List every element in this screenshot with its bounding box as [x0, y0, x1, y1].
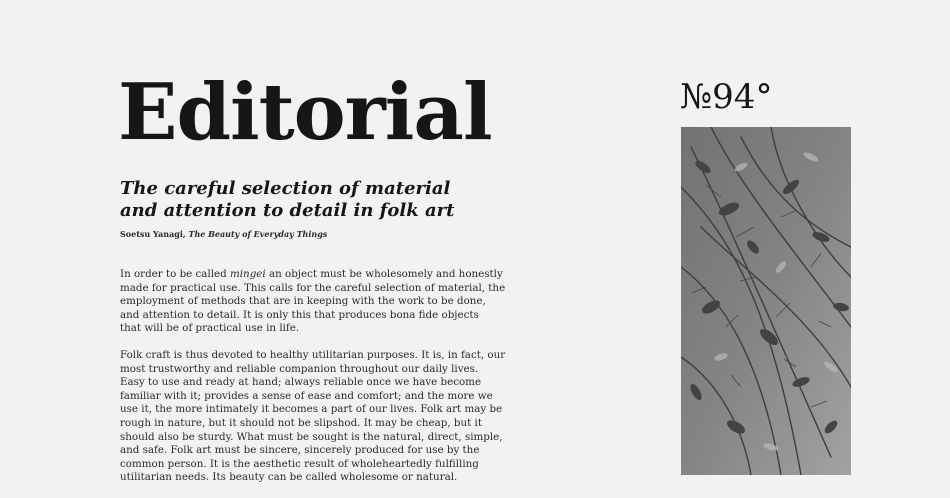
headline-line-2: and attention to detail in folk art	[120, 200, 455, 221]
paragraph-1-line-2: made for practical use. This calls for the careful selection of material, the	[120, 281, 506, 294]
headline	[120, 178, 520, 222]
body-text-fragment: an object must be wholesomely and honestly	[265, 268, 503, 280]
paragraph-1	[120, 268, 506, 336]
issue-number: №94°	[680, 77, 773, 117]
paragraph-2-line-7: should also be sturdy. What must be sought is the natural, direct, simple,	[120, 430, 503, 443]
paragraph-2-line-3: Easy to use and ready at hand; always reliable once we have become	[120, 376, 482, 389]
paragraph-2-line-6: rough in nature, but it should not be slipshod. It may be cheap, but it	[120, 416, 482, 429]
paragraph-1-line-1	[120, 268, 503, 282]
dried-flowers-illustration	[681, 127, 851, 475]
paragraph-2-line-2: most trustworthy and reliable companion throughout our daily lives.	[120, 362, 479, 375]
attribution-work-title: The Beauty of Everyday Things	[188, 229, 328, 239]
paragraph-2-line-4: familiar with it; provides a sense of ease and comfort; and the more we	[120, 389, 493, 402]
dried-flowers-photo	[681, 127, 851, 475]
headline-line-1: The careful selection of material	[120, 178, 451, 199]
paragraph-2-line-8: and safe. Folk art must be sincere, sincerely produced for use by the	[120, 444, 480, 457]
paragraph-2-line-5: use it, the more intimately it becomes a part of our lives. Folk art may be	[120, 403, 503, 416]
attribution-author: Soetsu Yanagi,	[120, 229, 189, 239]
body-text-fragment: In order to be called	[120, 268, 230, 280]
masthead-title: Editorial	[118, 67, 492, 158]
paragraph-1-line-5: that will be of practical use in life.	[120, 322, 300, 335]
paragraph-2	[120, 348, 506, 485]
attribution	[120, 229, 327, 239]
paragraph-2-line-10: utilitarian needs. Its beauty can be called wholesome or natural.	[120, 471, 458, 484]
paragraph-2-line-1: Folk craft is thus devoted to healthy utilitarian purposes. It is, in fact, our	[120, 348, 506, 361]
paragraph-1-line-4: and attention to detail. It is only this that produces bona fide objects	[120, 308, 479, 321]
mingei-term: mingei	[230, 268, 266, 280]
paragraph-2-line-9: common person. It is the aesthetic result of wholeheartedly fulfilling	[120, 457, 479, 470]
paragraph-1-line-3: employment of methods that are in keeping with the work to be done,	[120, 295, 486, 308]
article-body	[120, 268, 506, 498]
